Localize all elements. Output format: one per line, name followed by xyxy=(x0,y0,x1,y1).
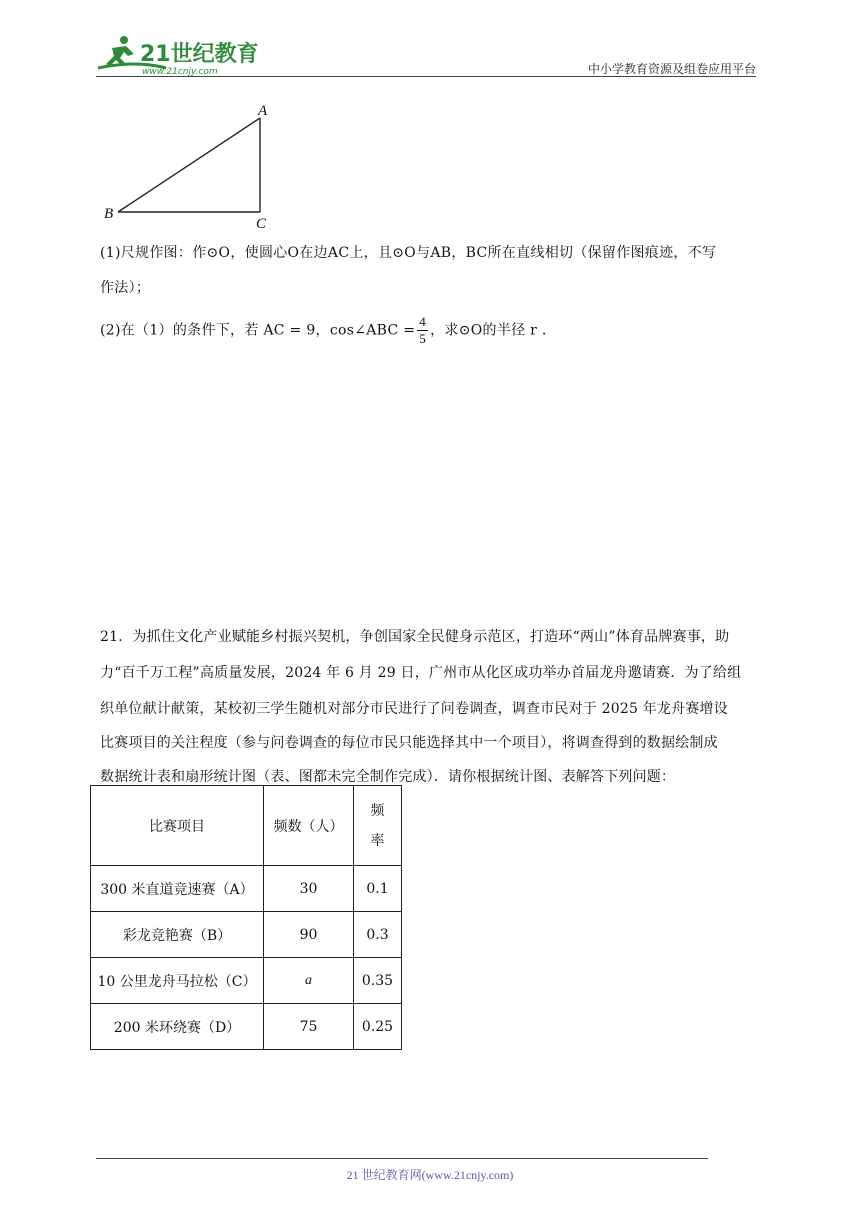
count-cell: 90 xyxy=(264,912,354,958)
header-rate-line1: 频 xyxy=(370,802,385,819)
item-cell: 10 公里龙舟马拉松（C） xyxy=(91,958,264,1004)
count-cell: 75 xyxy=(264,1004,354,1050)
table-row xyxy=(91,866,402,912)
item-cell: 200 米环绕赛（D） xyxy=(91,1004,264,1050)
item-cell: 彩龙竞艳赛（B） xyxy=(91,912,264,958)
logo-text: 21世纪教育 xyxy=(140,42,259,67)
header-rate xyxy=(354,786,402,866)
header-count: 频数（人） xyxy=(264,786,354,866)
header-divider xyxy=(96,76,756,77)
q20-part1-line1: (1)尺规作图：作⊙O，使圆心O在边AC上，且⊙O与AB，BC所在直线相切（保留作图痕迹，不写 xyxy=(100,245,717,261)
rate-cell: 0.1 xyxy=(354,866,402,912)
q21-line-1: 21．为抓住文化产业赋能乡村振兴契机，争创国家全民健身示范区，打造环“两山”体育品牌赛事，助 xyxy=(100,629,730,645)
rate-cell: 0.3 xyxy=(354,912,402,958)
stats-table xyxy=(90,785,402,1050)
table-header-row xyxy=(91,786,402,866)
label-a: A xyxy=(258,103,268,119)
item-cell: 300 米直道竞速赛（A） xyxy=(91,866,264,912)
side-ab xyxy=(118,118,260,212)
q21-line-2: 力“百千万工程”高质量发展，2024 年 6 月 29 日，广州市从化区成功举办首届龙舟邀请赛．为了给组 xyxy=(100,665,742,681)
q20-part2 xyxy=(100,314,547,347)
fraction-numerator: 4 xyxy=(419,314,427,329)
footer-divider xyxy=(96,1158,708,1159)
table-row xyxy=(91,912,402,958)
q21-line-5: 数据统计表和扇形统计图（表、图都未完全制作完成）．请你根据统计图、表解答下列问题： xyxy=(100,769,676,785)
triangle-figure xyxy=(100,98,280,232)
count-cell: a xyxy=(264,958,354,1004)
table-row xyxy=(91,958,402,1004)
q20-part1-line2: 作法）； xyxy=(100,280,151,296)
cos-fraction xyxy=(417,314,428,347)
fraction-denominator: 5 xyxy=(419,331,427,346)
footer-link[interactable]: 21 世纪教育网(www.21cnjy.com) xyxy=(346,1168,514,1182)
q20-part2-prefix: (2)在（1）的条件下，若 AC = 9，cos∠ABC = xyxy=(100,322,416,339)
count-cell: 30 xyxy=(264,866,354,912)
table-row xyxy=(91,1004,402,1050)
q20-part2-suffix: ，求⊙O的半径 r . xyxy=(430,322,547,339)
label-c: C xyxy=(256,216,267,232)
logo-url: www.21cnjy.com xyxy=(142,67,218,77)
rate-cell: 0.25 xyxy=(354,1004,402,1050)
q21-line-3: 织单位献计献策，某校初三学生随机对部分市民进行了问卷调查，调查市民对于 2025 年龙舟赛增设 xyxy=(100,701,728,717)
label-b: B xyxy=(104,206,114,222)
header-platform-name: 中小学教育资源及组卷应用平台 xyxy=(587,62,756,76)
site-logo xyxy=(96,34,266,78)
rate-cell: 0.35 xyxy=(354,958,402,1004)
header-item: 比赛项目 xyxy=(91,786,264,866)
q21-line-4: 比赛项目的关注程度（参与问卷调查的每位市民只能选择其中一个项目），将调查得到的数据绘制成 xyxy=(100,735,718,751)
header-rate-line2: 率 xyxy=(370,832,385,849)
